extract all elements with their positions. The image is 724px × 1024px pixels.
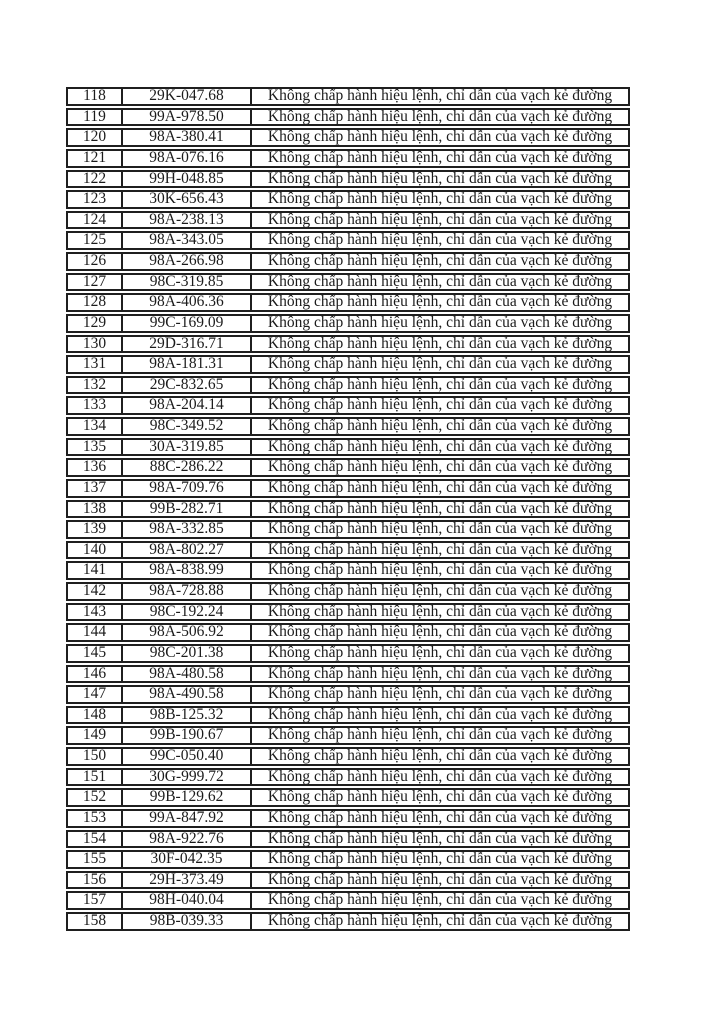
row-index-cell: 131 — [82, 355, 107, 373]
table-row — [66, 314, 630, 333]
table-row — [66, 170, 630, 189]
license-plate-cell: 99H-048.85 — [121, 172, 250, 187]
violation-text-cell: Không chấp hành hiệu lệnh, chỉ dẫn của vạch kẻ đường — [250, 378, 628, 393]
table-row — [66, 768, 630, 787]
violation-text-cell: Không chấp hành hiệu lệnh, chỉ dẫn của vạch kẻ đường — [250, 605, 628, 620]
table-row — [66, 747, 630, 766]
violation-text-cell: Không chấp hành hiệu lệnh, chỉ dẫn của vạch kẻ đường — [250, 873, 628, 888]
license-plate-cell: 98A-266.98 — [121, 254, 250, 269]
table-row — [66, 293, 630, 312]
license-plate-cell: 98A-406.36 — [121, 295, 250, 310]
license-plate-cell: 98A-343.05 — [121, 233, 250, 248]
row-index-cell: 126 — [82, 252, 107, 270]
violation-text-cell: Không chấp hành hiệu lệnh, chỉ dẫn của vạch kẻ đường — [250, 357, 628, 372]
row-index-cell: 133 — [82, 396, 107, 414]
row-index-cell: 124 — [82, 210, 107, 228]
row-index-cell: 125 — [82, 231, 107, 249]
table-row — [66, 190, 630, 209]
violation-text-cell: Không chấp hành hiệu lệnh, chỉ dẫn của vạch kẻ đường — [250, 398, 628, 413]
row-index-cell: 138 — [82, 499, 107, 517]
violation-text-cell: Không chấp hành hiệu lệnh, chỉ dẫn của vạch kẻ đường — [250, 460, 628, 475]
violation-text-cell: Không chấp hành hiệu lệnh, chỉ dẫn của vạch kẻ đường — [250, 172, 628, 187]
row-index-cell: 157 — [82, 891, 107, 909]
row-index-cell: 120 — [82, 128, 107, 146]
license-plate-cell: 98A-709.76 — [121, 481, 250, 496]
row-index-cell: 135 — [82, 437, 107, 455]
table-row — [66, 149, 630, 168]
row-index-cell: 143 — [82, 602, 107, 620]
license-plate-cell: 98A-922.76 — [121, 832, 250, 847]
row-index-cell: 144 — [82, 623, 107, 641]
table-row — [66, 871, 630, 890]
violation-text-cell: Không chấp hành hiệu lệnh, chỉ dẫn của vạch kẻ đường — [250, 914, 628, 929]
violation-text-cell: Không chấp hành hiệu lệnh, chỉ dẫn của vạch kẻ đường — [250, 337, 628, 352]
table-row — [66, 644, 630, 663]
violation-text-cell: Không chấp hành hiệu lệnh, chỉ dẫn của vạch kẻ đường — [250, 770, 628, 785]
license-plate-cell: 98A-181.31 — [121, 357, 250, 372]
row-index-cell: 146 — [82, 664, 107, 682]
violation-text-cell: Không chấp hành hiệu lệnh, chỉ dẫn của vạch kẻ đường — [250, 687, 628, 702]
row-index-cell: 158 — [82, 912, 107, 930]
table-row — [66, 891, 630, 910]
table-row — [66, 211, 630, 230]
license-plate-cell: 98A-728.88 — [121, 584, 250, 599]
violation-text-cell: Không chấp hành hiệu lệnh, chỉ dẫn của vạch kẻ đường — [250, 852, 628, 867]
table-row — [66, 541, 630, 560]
violation-text-cell: Không chấp hành hiệu lệnh, chỉ dẫn của vạch kẻ đường — [250, 667, 628, 682]
violation-text-cell: Không chấp hành hiệu lệnh, chỉ dẫn của vạch kẻ đường — [250, 440, 628, 455]
row-index-cell: 129 — [82, 313, 107, 331]
license-plate-cell: 98A-204.14 — [121, 398, 250, 413]
row-index-cell: 121 — [82, 148, 107, 166]
violation-text-cell: Không chấp hành hiệu lệnh, chỉ dẫn của vạch kẻ đường — [250, 213, 628, 228]
row-index-cell: 152 — [82, 788, 107, 806]
row-index-cell: 145 — [82, 643, 107, 661]
table-row — [66, 252, 630, 271]
row-index-cell: 118 — [83, 87, 106, 105]
violation-text-cell: Không chấp hành hiệu lệnh, chỉ dẫn của vạch kẻ đường — [250, 151, 628, 166]
row-index-cell: 127 — [82, 272, 107, 290]
table-row — [66, 726, 630, 745]
violation-text-cell: Không chấp hành hiệu lệnh, chỉ dẫn của vạch kẻ đường — [250, 254, 628, 269]
violation-text-cell: Không chấp hành hiệu lệnh, chỉ dẫn của vạch kẻ đường — [250, 481, 628, 496]
table-row — [66, 706, 630, 725]
license-plate-cell: 98A-838.99 — [121, 563, 250, 578]
table-row — [66, 479, 630, 498]
violation-text-cell: Không chấp hành hiệu lệnh, chỉ dẫn của vạch kẻ đường — [250, 790, 628, 805]
violation-text-cell: Không chấp hành hiệu lệnh, chỉ dẫn của vạch kẻ đường — [250, 832, 628, 847]
license-plate-cell: 30F-042.35 — [121, 852, 250, 867]
table-row — [66, 685, 630, 704]
table-row — [66, 665, 630, 684]
violation-text-cell: Không chấp hành hiệu lệnh, chỉ dẫn của vạch kẻ đường — [250, 625, 628, 640]
row-index-cell: 134 — [82, 417, 107, 435]
license-plate-cell: 99C-050.40 — [121, 749, 250, 764]
violation-text-cell: Không chấp hành hiệu lệnh, chỉ dẫn của vạch kẻ đường — [250, 275, 628, 290]
table-row — [66, 376, 630, 395]
license-plate-cell: 98A-332.85 — [121, 522, 250, 537]
table-row — [66, 830, 630, 849]
violation-text-cell: Không chấp hành hiệu lệnh, chỉ dẫn của vạch kẻ đường — [250, 419, 628, 434]
violation-text-cell: Không chấp hành hiệu lệnh, chỉ dẫn của vạch kẻ đường — [250, 563, 628, 578]
row-index-cell: 136 — [82, 458, 107, 476]
license-plate-cell: 29C-832.65 — [121, 378, 250, 393]
table-row — [66, 108, 630, 127]
row-index-cell: 148 — [82, 705, 107, 723]
table-row — [66, 603, 630, 622]
license-plate-cell: 99A-847.92 — [121, 811, 250, 826]
table-row — [66, 912, 630, 931]
license-plate-cell: 29K-047.68 — [121, 89, 250, 104]
license-plate-cell: 98A-380.41 — [121, 130, 250, 145]
violation-text-cell: Không chấp hành hiệu lệnh, chỉ dẫn của vạch kẻ đường — [250, 584, 628, 599]
row-index-cell: 119 — [83, 107, 106, 125]
license-plate-cell: 98C-201.38 — [121, 646, 250, 661]
license-plate-cell: 99A-978.50 — [121, 110, 250, 125]
violation-text-cell: Không chấp hành hiệu lệnh, chỉ dẫn của vạch kẻ đường — [250, 130, 628, 145]
violation-text-cell: Không chấp hành hiệu lệnh, chỉ dẫn của vạch kẻ đường — [250, 646, 628, 661]
license-plate-cell: 98B-125.32 — [121, 708, 250, 723]
table-row — [66, 850, 630, 869]
row-index-cell: 153 — [82, 808, 107, 826]
row-index-cell: 149 — [82, 726, 107, 744]
license-plate-cell: 30K-656.43 — [121, 192, 250, 207]
license-plate-cell: 88C-286.22 — [121, 460, 250, 475]
table-row — [66, 809, 630, 828]
row-index-cell: 132 — [82, 375, 107, 393]
license-plate-cell: 98B-039.33 — [121, 914, 250, 929]
table-row — [66, 355, 630, 374]
license-plate-cell: 98C-349.52 — [121, 419, 250, 434]
table-row — [66, 561, 630, 580]
table-row — [66, 520, 630, 539]
license-plate-cell: 29D-316.71 — [121, 337, 250, 352]
license-plate-cell: 98C-192.24 — [121, 605, 250, 620]
row-index-cell: 147 — [82, 685, 107, 703]
row-index-cell: 139 — [82, 520, 107, 538]
table-row — [66, 128, 630, 147]
row-index-cell: 141 — [82, 561, 107, 579]
row-index-cell: 156 — [82, 870, 107, 888]
violation-table — [66, 87, 630, 933]
table-row — [66, 417, 630, 436]
violation-text-cell: Không chấp hành hiệu lệnh, chỉ dẫn của vạch kẻ đường — [250, 110, 628, 125]
violation-text-cell: Không chấp hành hiệu lệnh, chỉ dẫn của vạch kẻ đường — [250, 811, 628, 826]
table-row — [66, 396, 630, 415]
row-index-cell: 155 — [82, 850, 107, 868]
license-plate-cell: 98A-076.16 — [121, 151, 250, 166]
table-row — [66, 335, 630, 354]
license-plate-cell: 30A-319.85 — [121, 440, 250, 455]
table-row — [66, 458, 630, 477]
license-plate-cell: 99C-169.09 — [121, 316, 250, 331]
license-plate-cell: 99B-129.62 — [121, 790, 250, 805]
violation-text-cell: Không chấp hành hiệu lệnh, chỉ dẫn của vạch kẻ đường — [250, 316, 628, 331]
violation-text-cell: Không chấp hành hiệu lệnh, chỉ dẫn của vạch kẻ đường — [250, 893, 628, 908]
table-row — [66, 231, 630, 250]
row-index-cell: 142 — [82, 582, 107, 600]
table-row — [66, 273, 630, 292]
violation-text-cell: Không chấp hành hiệu lệnh, chỉ dẫn của vạch kẻ đường — [250, 192, 628, 207]
row-index-cell: 123 — [82, 190, 107, 208]
license-plate-cell: 99B-190.67 — [121, 728, 250, 743]
row-index-cell: 151 — [82, 767, 107, 785]
violation-text-cell: Không chấp hành hiệu lệnh, chỉ dẫn của vạch kẻ đường — [250, 543, 628, 558]
row-index-cell: 150 — [82, 747, 107, 765]
table-row — [66, 623, 630, 642]
row-index-cell: 130 — [82, 334, 107, 352]
license-plate-cell: 98A-506.92 — [121, 625, 250, 640]
license-plate-cell: 98H-040.04 — [121, 893, 250, 908]
row-index-cell: 122 — [82, 169, 107, 187]
license-plate-cell: 29H-373.49 — [121, 873, 250, 888]
row-index-cell: 137 — [82, 478, 107, 496]
violation-text-cell: Không chấp hành hiệu lệnh, chỉ dẫn của vạch kẻ đường — [250, 708, 628, 723]
license-plate-cell: 98A-238.13 — [121, 213, 250, 228]
row-index-cell: 154 — [82, 829, 107, 847]
row-index-cell: 128 — [82, 293, 107, 311]
table-row — [66, 788, 630, 807]
table-row — [66, 87, 630, 106]
license-plate-cell: 98A-490.58 — [121, 687, 250, 702]
table-row — [66, 500, 630, 519]
license-plate-cell: 98A-480.58 — [121, 667, 250, 682]
violation-text-cell: Không chấp hành hiệu lệnh, chỉ dẫn của vạch kẻ đường — [250, 749, 628, 764]
license-plate-cell: 98C-319.85 — [121, 275, 250, 290]
license-plate-cell: 30G-999.72 — [121, 770, 250, 785]
license-plate-cell: 99B-282.71 — [121, 502, 250, 517]
table-row — [66, 582, 630, 601]
violation-text-cell: Không chấp hành hiệu lệnh, chỉ dẫn của vạch kẻ đường — [250, 502, 628, 517]
violation-text-cell: Không chấp hành hiệu lệnh, chỉ dẫn của vạch kẻ đường — [250, 295, 628, 310]
license-plate-cell: 98A-802.27 — [121, 543, 250, 558]
violation-text-cell: Không chấp hành hiệu lệnh, chỉ dẫn của vạch kẻ đường — [250, 89, 628, 104]
table-row — [66, 438, 630, 457]
row-index-cell: 140 — [82, 540, 107, 558]
violation-text-cell: Không chấp hành hiệu lệnh, chỉ dẫn của vạch kẻ đường — [250, 728, 628, 743]
violation-text-cell: Không chấp hành hiệu lệnh, chỉ dẫn của vạch kẻ đường — [250, 522, 628, 537]
violation-text-cell: Không chấp hành hiệu lệnh, chỉ dẫn của vạch kẻ đường — [250, 233, 628, 248]
